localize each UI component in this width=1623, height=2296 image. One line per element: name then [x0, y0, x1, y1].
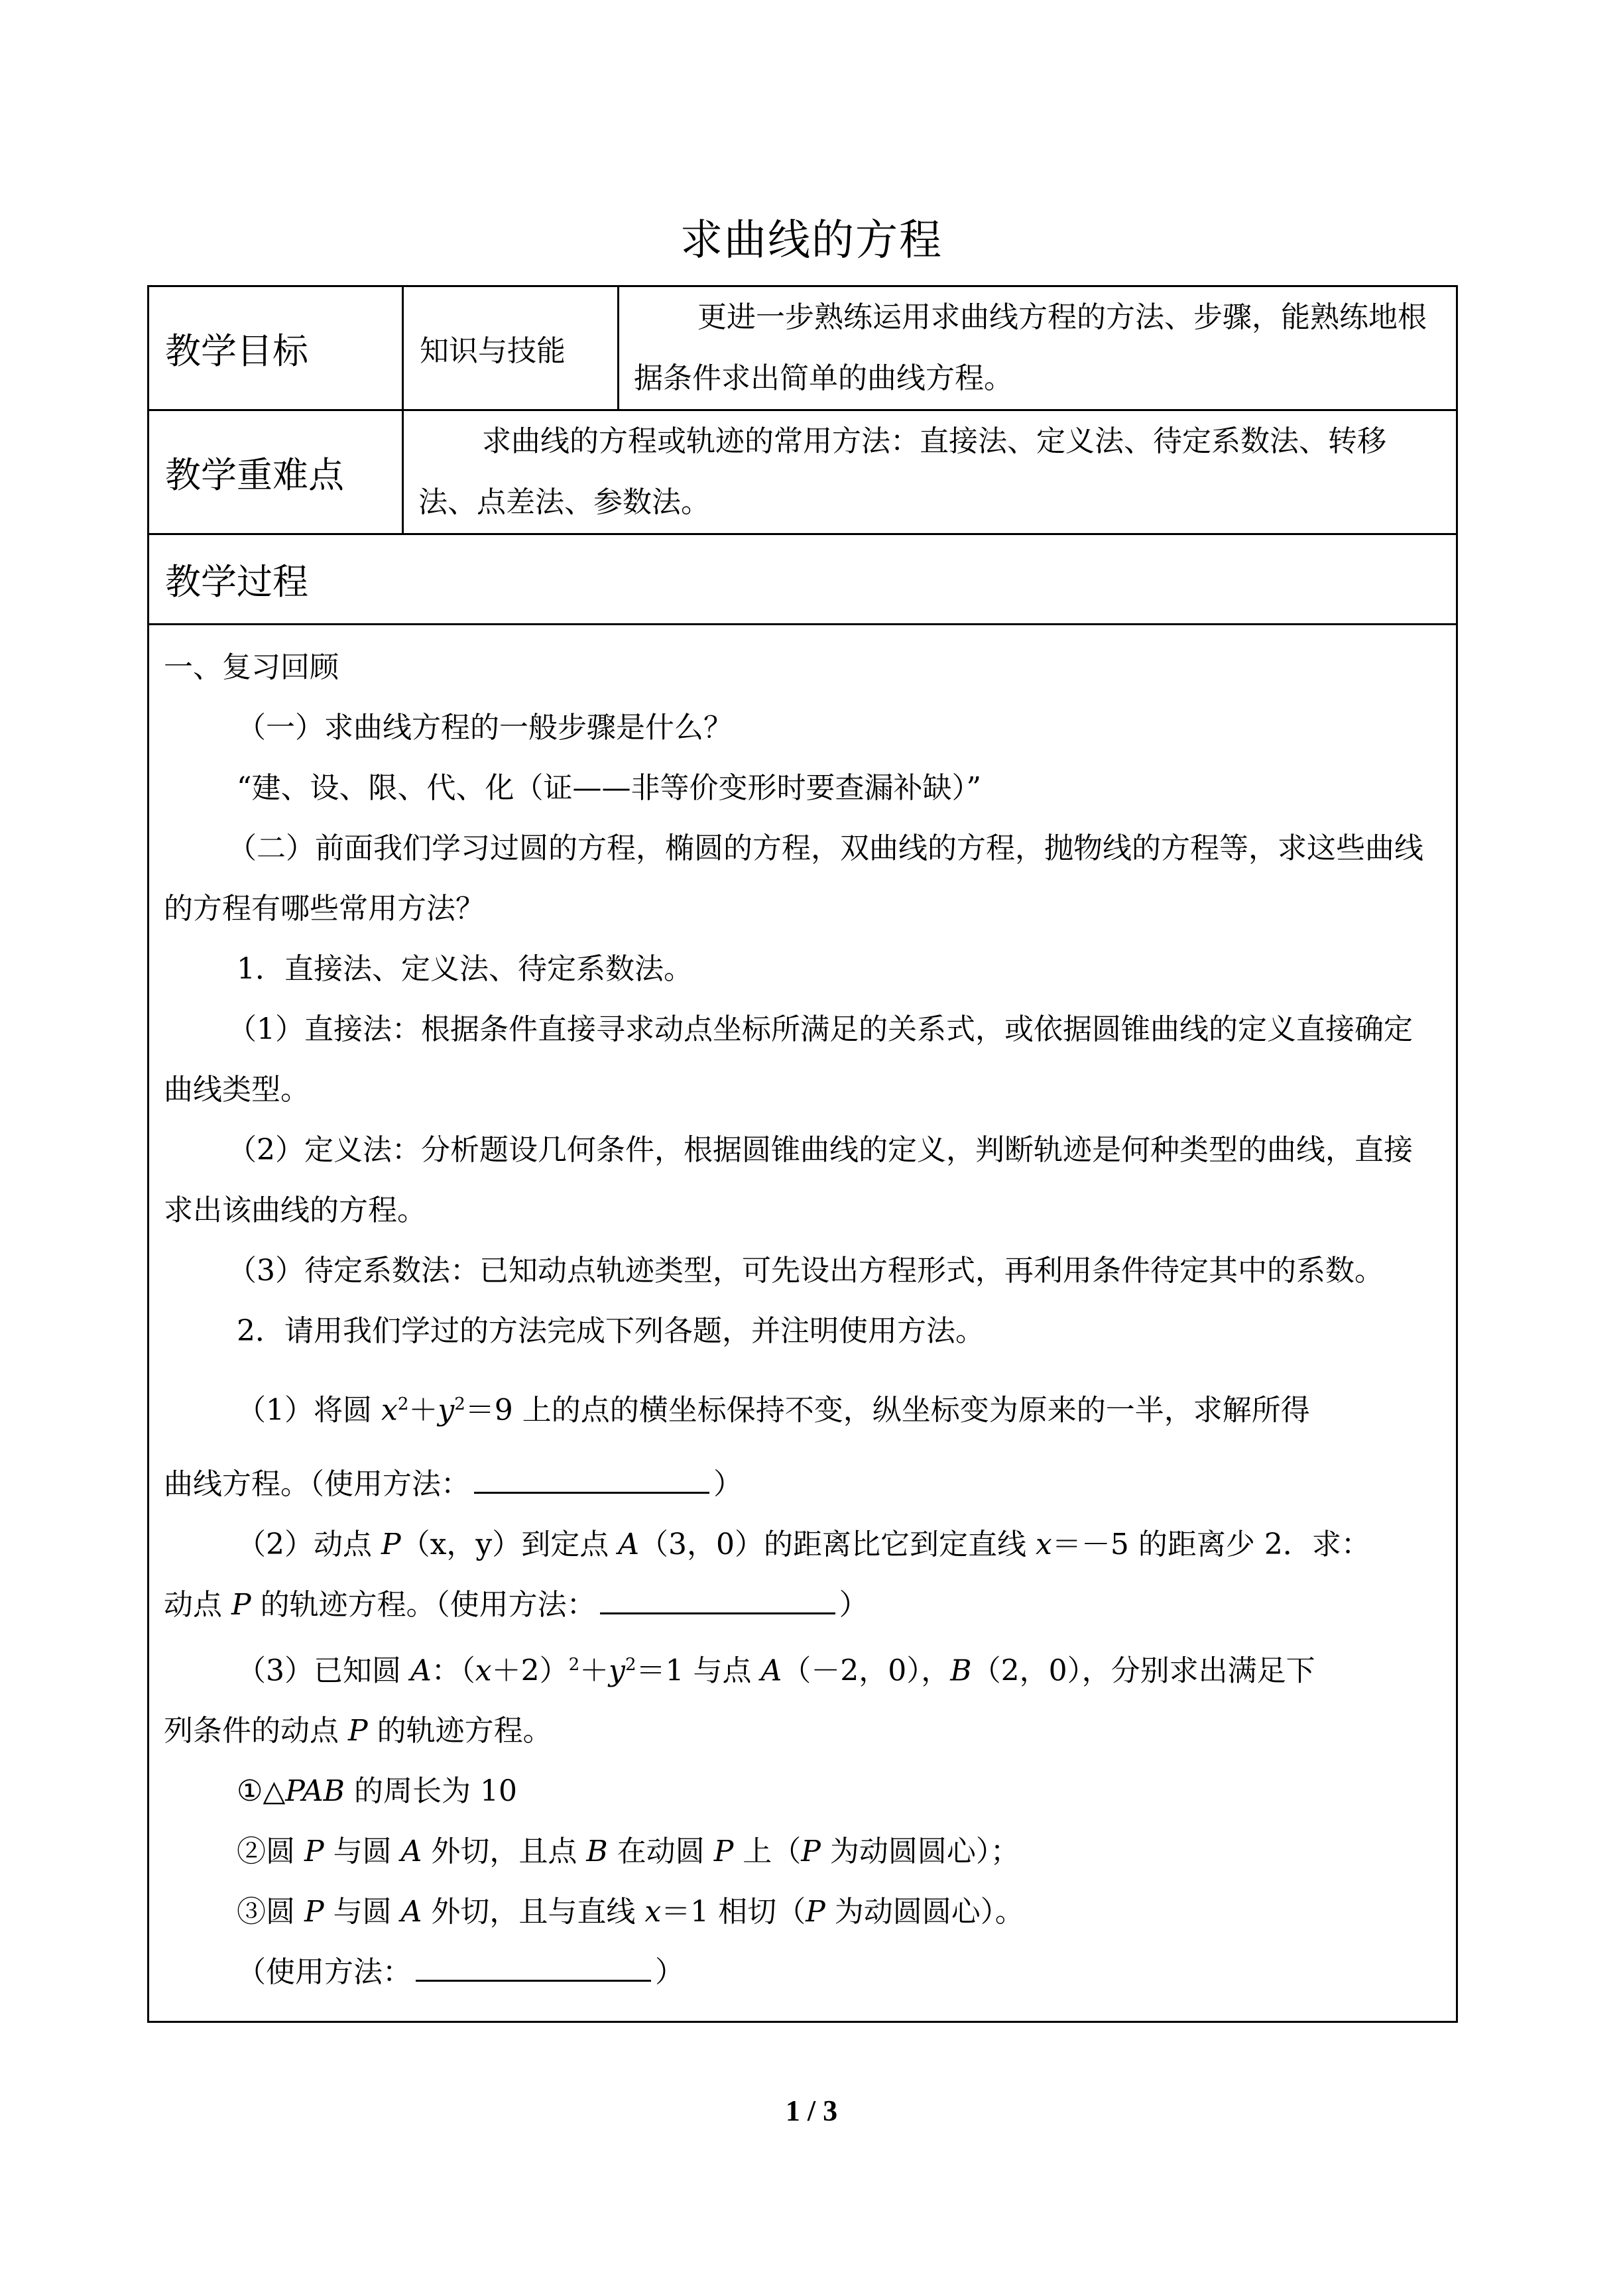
objectives-sub-label: 知识与技能	[403, 286, 619, 410]
question-2: （二）前面我们学习过圆的方程，椭圆的方程，双曲线的方程，抛物线的方程等，求这些曲线的方程有哪些常用方法？	[164, 831, 1423, 926]
answer-blank-3[interactable]	[416, 1953, 651, 1982]
problem-1-line-2: 曲线方程。（使用方法： ）	[164, 1454, 1441, 1514]
problem-2-line-2: 动点 P 的轨迹方程。（使用方法： ）	[164, 1575, 1441, 1635]
page-number: 1 / 3	[785, 2094, 838, 2127]
objectives-text-cell	[619, 286, 1457, 410]
review-heading: 一、复习回顾	[164, 650, 339, 684]
answer-blank-1[interactable]	[474, 1465, 709, 1494]
condition-3: ③圆 P 与圆 A 外切，且与直线 x＝1 相切（P 为动圆圆心）。	[237, 1895, 1024, 1929]
answer-blank-2[interactable]	[600, 1586, 835, 1614]
problem-1-line-1: （1）将圆 $x^2+y^2=9$ 上的点的横坐标保持不变，纵坐标变为原来的一半，求解所得	[237, 1393, 1310, 1427]
method-definition: （2）定义法：分析题设几何条件，根据圆锥曲线的定义，判断轨迹是何种类型的曲线，直接求出该曲线的方程。	[164, 1133, 1413, 1227]
condition-2: ②圆 P 与圆 A 外切，且点 B 在动圆 P 上（P 为动圆圆心）；	[237, 1835, 1020, 1869]
process-body-row	[149, 625, 1457, 2022]
objectives-label: 教学目标	[149, 286, 403, 410]
problem-3-line-2: 列条件的动点 P 的轨迹方程。	[164, 1714, 552, 1748]
process-body	[149, 625, 1457, 2022]
problem-3-line-1: （3）已知圆 A：$(x+2)^2+y^2=1$ 与点 A（－2，0），B（2，0），分别求出满足下	[237, 1654, 1315, 1688]
key-points-row	[149, 410, 1457, 534]
problem-2-line-1: （2）动点 P（x，y）到定点 A（3，0）的距离比它到定直线 x＝－5 的距离少 2．求：	[237, 1527, 1370, 1561]
process-label: 教学过程	[149, 534, 1457, 625]
lesson-table	[147, 285, 1458, 2023]
methods-heading: 1．直接法、定义法、待定系数法。	[237, 952, 693, 986]
question-1: （一）求曲线方程的一般步骤是什么？	[237, 711, 733, 745]
exercises-heading: 2．请用我们学过的方法完成下列各题，并注明使用方法。	[237, 1314, 985, 1348]
method-direct: （1）直接法：根据条件直接寻求动点坐标所满足的关系式，或依据圆锥曲线的定义直接确定曲线类型。	[164, 1012, 1413, 1107]
key-points-label: 教学重难点	[149, 410, 403, 534]
key-points-text: 求曲线的方程或轨迹的常用方法：直接法、定义法、待定系数法、转移法、点差法、参数法。	[418, 424, 1386, 519]
objectives-text: 更进一步熟练运用求曲线方程的方法、步骤，能熟练地根据条件求出简单的曲线方程。	[634, 300, 1427, 395]
objectives-row	[149, 286, 1457, 410]
process-header-row	[149, 534, 1457, 625]
method-undetermined: （3）待定系数法：已知动点轨迹类型，可先设出方程形式，再利用条件待定其中的系数。	[227, 1254, 1384, 1288]
condition-1: ①△PAB 的周长为 10	[237, 1774, 517, 1809]
key-points-text-cell	[403, 410, 1457, 534]
question-1-answer: “建、设、限、代、化（证——非等价变形时要查漏补缺）”	[237, 771, 981, 805]
page-title: 求曲线的方程	[680, 216, 943, 265]
use-method-line: （使用方法： ）	[164, 1942, 1441, 2002]
